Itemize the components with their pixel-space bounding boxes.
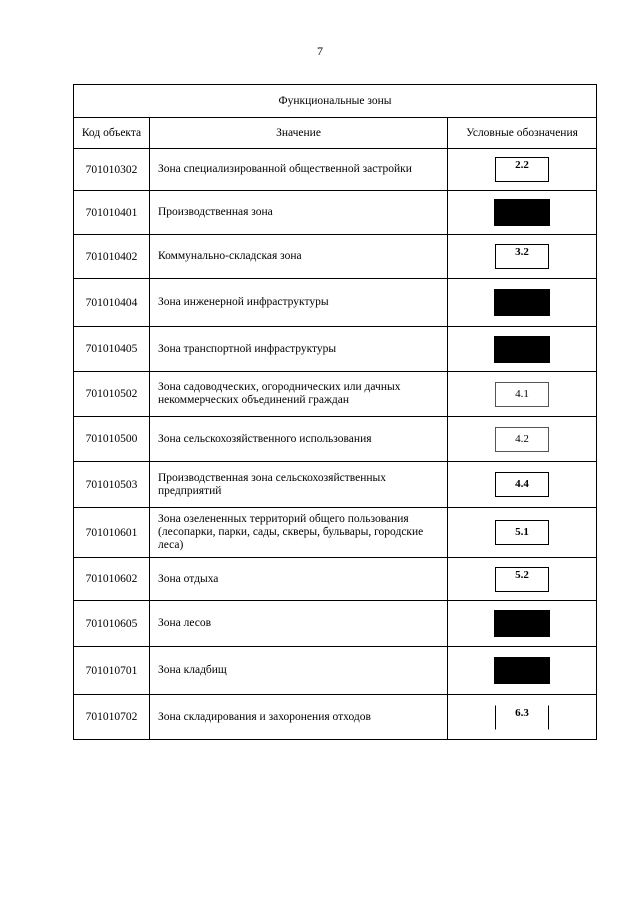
legend-symbol — [494, 610, 550, 637]
legend-cell — [448, 558, 597, 601]
legend-symbol: 2.2 — [495, 157, 549, 182]
zone-meaning: Производственная зона сельскохозяйственных предприятий — [150, 462, 448, 508]
zone-meaning: Зона транспортной инфраструктуры — [150, 327, 448, 372]
table-row — [74, 327, 597, 372]
zone-meaning: Зона сельскохозяйственного использования — [150, 417, 448, 462]
object-code: 701010401 — [74, 191, 150, 235]
object-code: 701010601 — [74, 508, 150, 558]
table-header-row — [74, 118, 597, 149]
zone-meaning: Зона садоводческих, огороднических или дачных некоммерческих объединений граждан — [150, 372, 448, 417]
page-number: 7 — [317, 44, 323, 58]
legend-cell — [448, 601, 597, 647]
table-row — [74, 235, 597, 279]
legend-cell — [448, 149, 597, 191]
zone-meaning: Зона специализированной общественной застройки — [150, 149, 448, 191]
table-row — [74, 191, 597, 235]
legend-symbol — [494, 289, 550, 316]
legend-symbol — [494, 336, 550, 363]
zone-meaning: Коммунально-складская зона — [150, 235, 448, 279]
object-code: 701010405 — [74, 327, 150, 372]
table-row — [74, 149, 597, 191]
legend-cell — [448, 417, 597, 462]
zone-meaning: Зона инженерной инфраструктуры — [150, 279, 448, 327]
legend-cell — [448, 508, 597, 558]
table-row — [74, 462, 597, 508]
object-code: 701010302 — [74, 149, 150, 191]
table-row — [74, 417, 597, 462]
object-code: 701010500 — [74, 417, 150, 462]
legend-cell — [448, 191, 597, 235]
object-code: 701010502 — [74, 372, 150, 417]
legend-symbol — [494, 657, 550, 684]
object-code: 701010702 — [74, 695, 150, 740]
table-title: Функциональные зоны — [74, 85, 597, 118]
object-code: 701010602 — [74, 558, 150, 601]
legend-symbol — [494, 199, 550, 226]
object-code: 701010605 — [74, 601, 150, 647]
object-code: 701010402 — [74, 235, 150, 279]
object-code: 701010503 — [74, 462, 150, 508]
header-legend: Условные обозначения — [448, 118, 597, 149]
functional-zones-table — [73, 84, 597, 740]
legend-symbol: 6.3 — [495, 705, 549, 730]
legend-cell — [448, 279, 597, 327]
zone-meaning: Производственная зона — [150, 191, 448, 235]
zone-meaning: Зона кладбищ — [150, 647, 448, 695]
legend-symbol: 4.4 — [495, 472, 549, 497]
table-row — [74, 508, 597, 558]
table-row — [74, 601, 597, 647]
legend-symbol: 3.2 — [495, 244, 549, 269]
zone-meaning: Зона складирования и захоронения отходов — [150, 695, 448, 740]
table-row — [74, 279, 597, 327]
legend-cell — [448, 462, 597, 508]
table-row — [74, 695, 597, 740]
header-code: Код объекта — [74, 118, 150, 149]
zone-meaning: Зона озелененных территорий общего пользования (лесопарки, парки, сады, скверы, бульвары, городские леса) — [150, 508, 448, 558]
table-row — [74, 647, 597, 695]
legend-cell — [448, 327, 597, 372]
legend-cell — [448, 372, 597, 417]
object-code: 701010701 — [74, 647, 150, 695]
legend-cell — [448, 235, 597, 279]
table-row — [74, 372, 597, 417]
table-title-row — [74, 85, 597, 118]
legend-cell — [448, 695, 597, 740]
object-code: 701010404 — [74, 279, 150, 327]
zone-meaning: Зона отдыха — [150, 558, 448, 601]
legend-symbol: 4.1 — [495, 382, 549, 407]
header-meaning: Значение — [150, 118, 448, 149]
legend-cell — [448, 647, 597, 695]
zone-meaning: Зона лесов — [150, 601, 448, 647]
legend-symbol: 5.1 — [495, 520, 549, 545]
legend-symbol: 4.2 — [495, 427, 549, 452]
legend-symbol: 5.2 — [495, 567, 549, 592]
table-row — [74, 558, 597, 601]
